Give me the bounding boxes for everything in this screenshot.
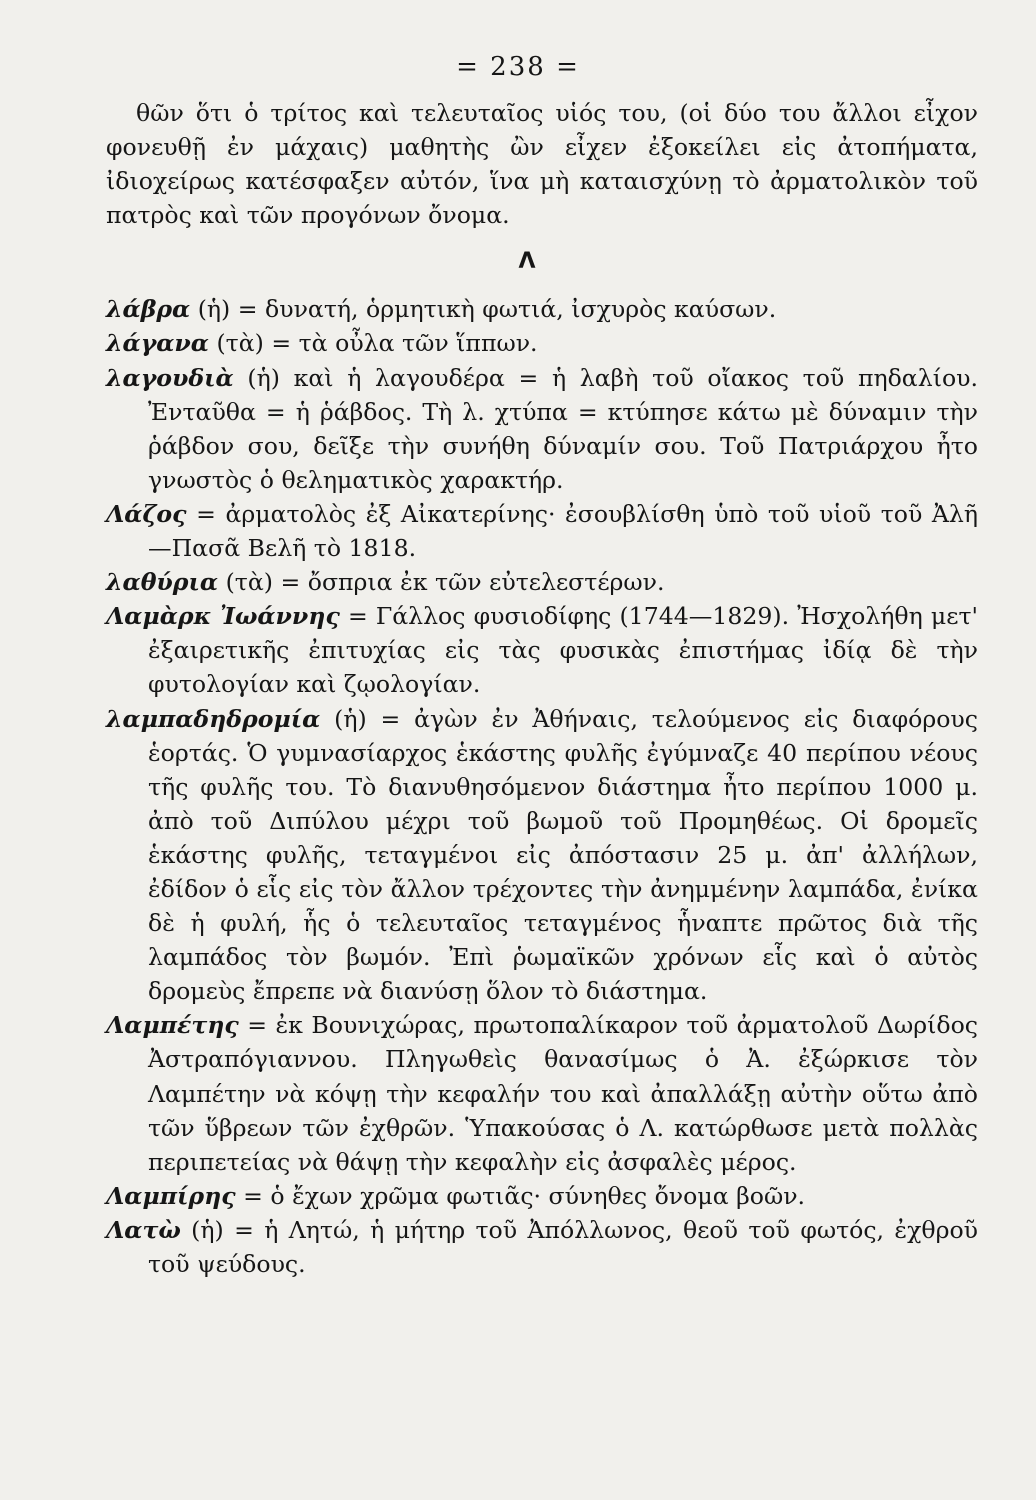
entry-definition: = ἐκ Βουνιχώρας, πρωτοπαλίκαρον τοῦ ἀρματολοῦ Δωρίδος Ἀστραπόγιαννου. Πληγωθεὶς θανασίμως ὁ Ἀ. ἐξώρκισε τὸν Λαμπέτην νὰ κόψῃ τὴν κεφαλήν του καὶ ἀπαλλάξῃ αὐτὴν οὕτω ἀπὸ τῶν ὕβρεων τῶν ἐχθρῶν. Ὑπακούσας ὁ Λ. κατώρθωσε μετὰ πολλὰς περιπετείας νὰ θάψῃ τὴν κεφαλὴν εἰς ἀσφαλὲς μέρος. — [148, 1011, 978, 1176]
entry-headword: Λαμὰρκ Ἰωάννης — [106, 602, 340, 631]
dictionary-entry — [106, 1008, 978, 1178]
entry-headword: λάβρα — [106, 295, 191, 324]
dictionary-entry — [106, 1213, 978, 1281]
entry-definition: = ὁ ἔχων χρῶμα φωτιᾶς· σύνηθες ὄνομα βοῶν. — [235, 1181, 806, 1210]
intro-paragraph: θῶν ὅτι ὁ τρίτος καὶ τελευταῖος υἱός του, (οἱ δύο του ἄλλοι εἶχον φονευθῇ ἐν μάχαις) μαθητὴς ὢν εἶχεν ἐξοκείλει εἰς ἀτοπήματα, ἰδιοχείρως κατέσφαξεν αὐτόν, ἵνα μὴ καταισχύνῃ τὸ ἀρματολικὸν τοῦ πατρὸς καὶ τῶν προγόνων ὄνομα. — [106, 99, 978, 230]
entry-definition: = ἀρματολὸς ἐξ Αἰκατερίνης· ἐσουβλίσθη ὑπὸ τοῦ υἱοῦ τοῦ Ἀλῆ—Πασᾶ Βελῆ τὸ 1818. — [148, 499, 978, 563]
entry-headword: λαμπαδηδρομία — [106, 704, 321, 733]
dictionary-entry — [106, 599, 978, 701]
entry-headword: Λαμπέτης — [106, 1011, 239, 1040]
entry-headword: Λατὼ — [106, 1215, 181, 1244]
entry-definition: (ἡ) = ἡ Λητώ, ἡ μήτηρ τοῦ Ἀπόλλωνος, θεοῦ τοῦ φωτός, ἐχθροῦ τοῦ ψεύδους. — [148, 1215, 978, 1278]
entry-definition: (ἡ) = ἀγὼν ἐν Ἀθήναις, τελούμενος εἰς διαφόρους ἑορτάς. Ὁ γυμνασίαρχος ἑκάστης φυλῆς ἐγύμναζε 40 περίπου νέους τῆς φυλῆς του. Τὸ διανυθησόμενον διάστημα ἦτο περίπου 1000 μ. ἀπὸ τοῦ Διπύλου μέχρι τοῦ βωμοῦ τοῦ Προμηθέως. Οἱ δρομεῖς ἑκάστης φυλῆς, τεταγμένοι εἰς ἀπόστασιν 25 μ. ἀπ' ἀλλήλων, ἐδίδον ὁ εἷς εἰς τὸν ἄλλον τρέχοντες τὴν ἀνημμένην λαμπάδα, ἐνίκα δὲ ἡ φυλή, ἧς ὁ τελευταῖος τεταγμένος ἧναπτε πρῶτος διὰ τῆς λαμπάδος τὸν βωμόν. Ἐπὶ ῥωμαϊκῶν χρόνων εἷς καὶ ὁ αὐτὸς δρομεὺς ἔπρεπε νὰ διανύσῃ ὅλον τὸ διάστημα. — [148, 704, 978, 1006]
entry-headword: Λάζος — [106, 499, 187, 528]
dictionary-entry — [106, 565, 978, 599]
dictionary-entry — [106, 702, 978, 1009]
dictionary-entry — [106, 1179, 978, 1213]
dictionary-entry — [106, 326, 978, 360]
entry-headword: λαγουδιὰ — [106, 363, 234, 392]
dictionary-entry — [106, 497, 978, 565]
entry-definition: (ἡ) καὶ ἡ λαγουδέρα = ἡ λαβὴ τοῦ οἴακος τοῦ πηδαλίου. Ἐνταῦθα = ἡ ῥάβδος. Τὴ λ. χτύπα = κτύπησε κάτω μὲ δύναμιν τὴν ῥάβδον σου, δεῖξε τὴν συνήθη δύναμίν σου. Τοῦ Πατριάρχου ἦτο γνωστὸς ὁ θεληματικὸς χαρακτήρ. — [148, 363, 978, 494]
page-number: = 238 = — [456, 52, 580, 82]
section-letter: Λ — [518, 249, 536, 275]
entry-definition: (τὰ) = ὄσπρια ἐκ τῶν εὐτελεστέρων. — [218, 568, 665, 597]
entry-headword: λαθύρια — [106, 568, 219, 597]
entry-definition: (ἡ) = δυνατή, ὁρμητικὴ φωτιά, ἰσχυρὸς καύσων. — [190, 295, 777, 324]
entry-headword: λάγανα — [106, 329, 209, 358]
entry-headword: Λαμπίρης — [106, 1181, 236, 1210]
dictionary-entry — [106, 361, 978, 497]
page-text — [106, 96, 978, 1281]
entry-definition: (τὰ) = τὰ οὖλα τῶν ἵππων. — [208, 329, 538, 358]
dictionary-entry — [106, 292, 978, 326]
entry-definition: = Γάλλος φυσιοδίφης (1744—1829). Ἠσχολήθη μετ' ἐξαιρετικῆς ἐπιτυχίας εἰς τὰς φυσικὰς ἐπιστήμας ἰδίᾳ δὲ τὴν φυτολογίαν καὶ ζῳολογίαν. — [148, 602, 978, 699]
